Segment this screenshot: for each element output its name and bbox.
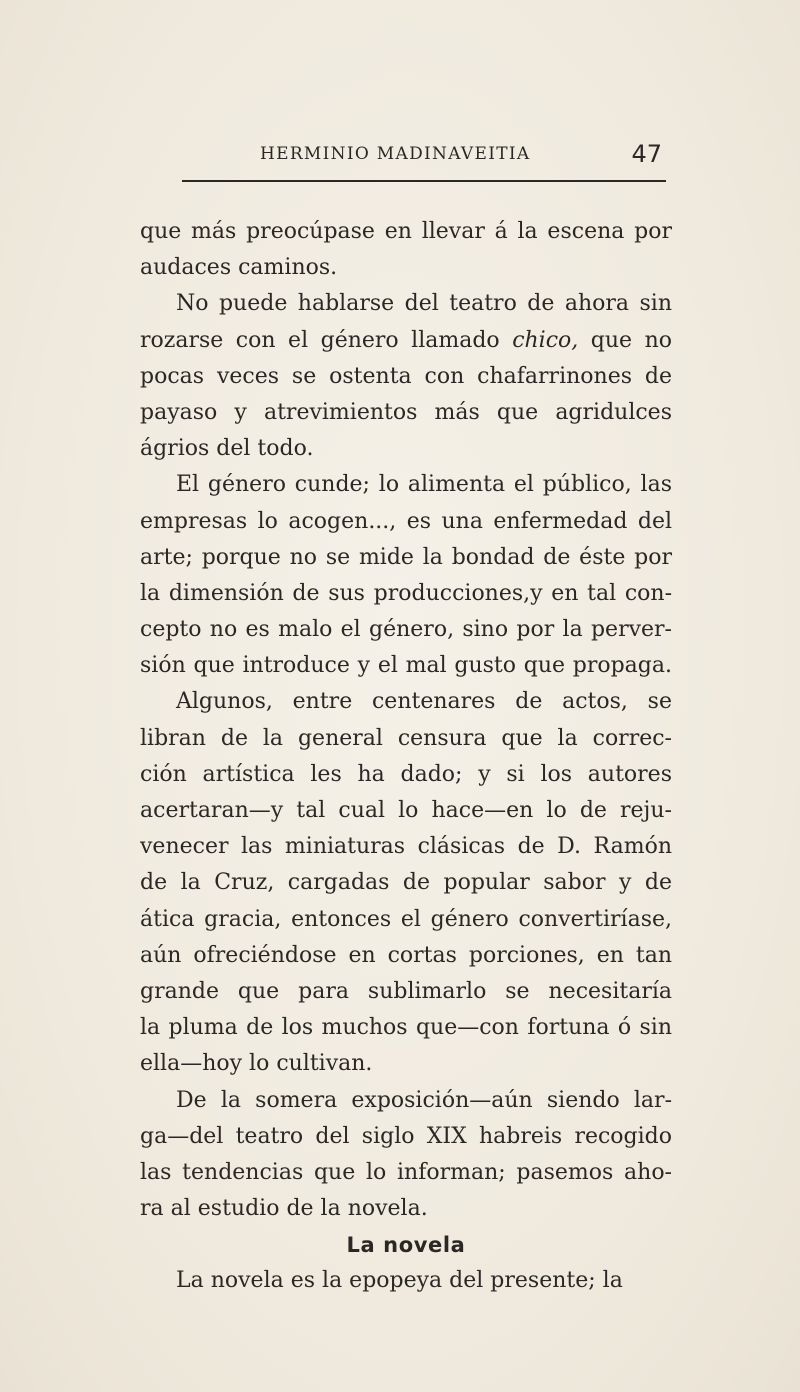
text-line: El género cunde; lo alimenta el público, las <box>176 472 672 498</box>
text-fragment: que no <box>590 327 672 353</box>
text-line: acertaran—y tal cual lo hace—en lo de reju- <box>140 798 672 823</box>
text-line: cepto no es malo el género, sino por la perver- <box>140 617 672 643</box>
text-line: las tendencias que lo informan; pasemos aho- <box>140 1159 672 1185</box>
text-line: venecer las miniaturas clásicas de D. Ramón <box>140 834 672 860</box>
text-line: que más preocúpase en llevar á la escena por <box>140 219 672 244</box>
running-head <box>140 140 668 170</box>
text-line: aún ofreciéndose en cortas porciones, en tan <box>140 942 672 968</box>
text-line: payaso y atrevimientos más que agridulces <box>140 399 672 425</box>
body-text <box>140 214 672 1300</box>
header-rule <box>182 180 666 182</box>
text-line: La novela es la epopeya del presente; la <box>176 1268 623 1294</box>
text-line: la pluma de los muchos que—con fortuna ó sin <box>140 1015 672 1041</box>
text-line: libran de la general censura que la correc- <box>140 725 672 751</box>
italic-word: chico, <box>512 327 579 353</box>
text-line <box>140 323 672 359</box>
text-line: ática gracia, entonces el género convertiríase, <box>140 906 672 932</box>
text-line: sión que introduce y el mal gusto que propaga. <box>140 653 672 679</box>
text-fragment: rozarse con el género llamado <box>140 327 500 353</box>
text-line: ágrios del todo. <box>140 436 314 462</box>
text-line: ga—del teatro del siglo XIX habreis recogido <box>140 1123 672 1149</box>
text-line: arte; porque no se mide la bondad de éste por <box>140 544 672 570</box>
text-line: No puede hablarse del teatro de ahora sin <box>176 291 672 317</box>
running-title: HERMINIO MADINAVEITIA <box>260 144 531 164</box>
text-line: pocas veces se ostenta con chafarrinones de <box>140 363 672 389</box>
text-line: ella—hoy lo cultivan. <box>140 1051 373 1077</box>
text-line: la dimensión de sus producciones,y en tal con- <box>140 580 672 606</box>
text-line: De la somera exposición—aún siendo lar- <box>176 1087 672 1113</box>
text-line: ra al estudio de la novela. <box>140 1196 428 1222</box>
text-line: de la Cruz, cargadas de popular sabor y de <box>140 870 672 896</box>
text-line: audaces caminos. <box>140 255 338 281</box>
text-line: ción artística les ha dado; y si los autores <box>140 761 672 787</box>
text-line: grande que para sublimarlo se necesitaría <box>140 978 672 1004</box>
page-number: 47 <box>631 140 662 168</box>
section-heading: La novela <box>346 1233 466 1258</box>
text-line: empresas lo acogen..., es una enfermedad del <box>140 508 672 534</box>
text-line: Algunos, entre centenares de actos, se <box>176 689 672 715</box>
